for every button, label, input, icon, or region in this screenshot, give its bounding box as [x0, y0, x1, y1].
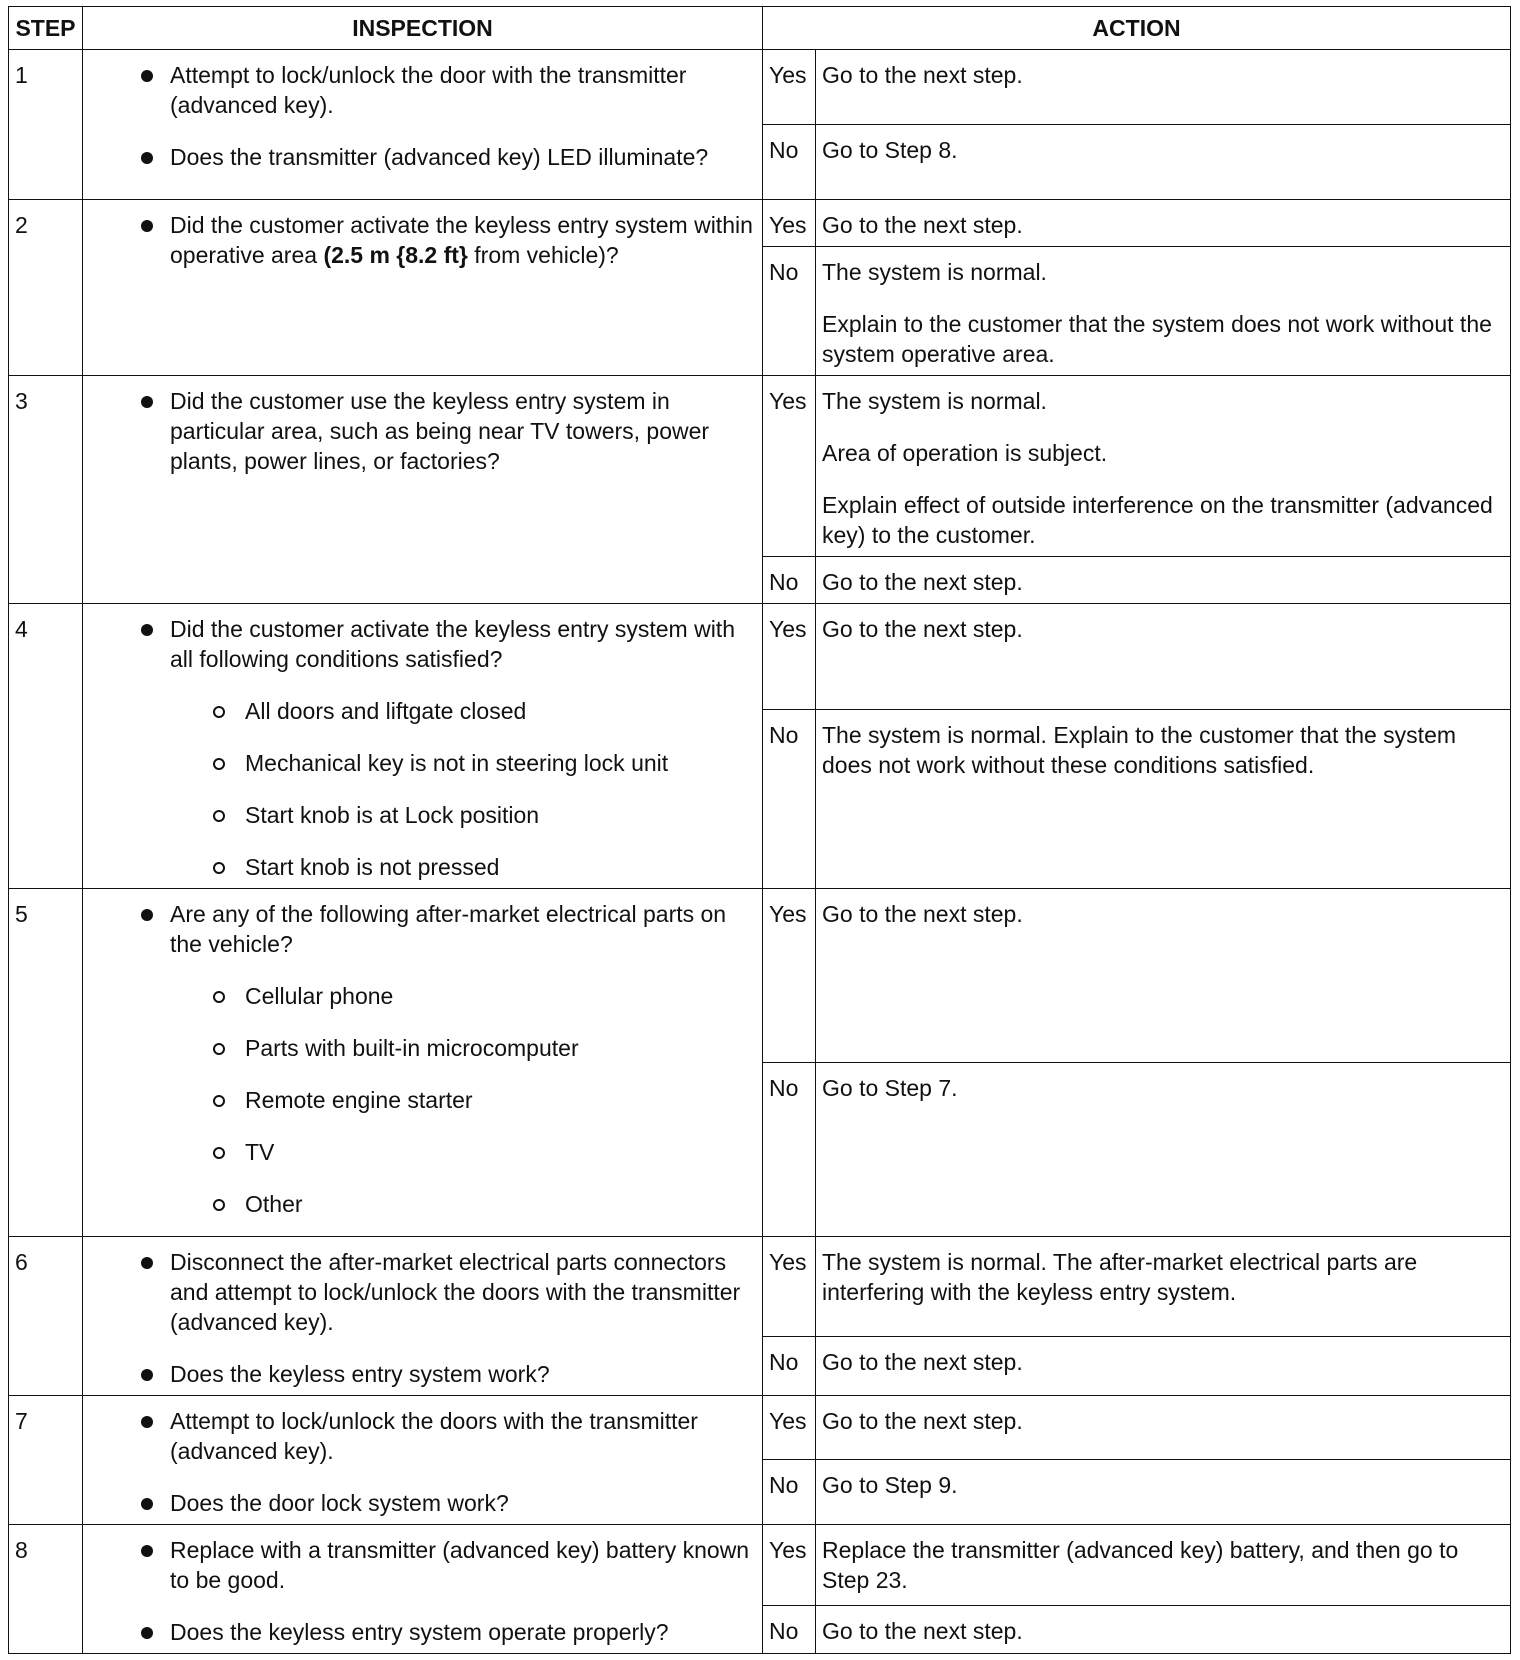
action-text: The system is normal. The after-market electrical parts are interfering with the keyless entry system.: [822, 1249, 1418, 1305]
inspection-cell: [83, 200, 763, 376]
action-cell: [816, 557, 1511, 604]
bullet-item: Does the keyless entry system operate properly?: [89, 1617, 756, 1647]
bullet-item: Are any of the following after-market electrical parts on the vehicle?: [89, 899, 756, 959]
action-text: Go to the next step.: [822, 1618, 1023, 1645]
yes-label: Yes: [763, 1525, 816, 1606]
bullet-item: Does the keyless entry system work?: [89, 1359, 756, 1389]
step-number: 2: [9, 200, 83, 376]
sub-bullet-item: Start knob is not pressed: [89, 852, 756, 882]
step-number: 3: [9, 376, 83, 604]
table-row: [9, 50, 1511, 125]
bullet-item: Does the transmitter (advanced key) LED illuminate?: [89, 142, 756, 172]
inspection-cell: [83, 1237, 763, 1396]
no-label: No: [763, 1337, 816, 1396]
action-cell: [816, 376, 1511, 557]
table-row: [9, 889, 1511, 1063]
action-cell: [816, 125, 1511, 200]
bullet-item: Does the door lock system work?: [89, 1488, 756, 1518]
yes-label: Yes: [763, 1237, 816, 1337]
table-row: [9, 1237, 1511, 1337]
action-cell: [816, 1063, 1511, 1237]
action-cell: [816, 1606, 1511, 1654]
bullet-item: Attempt to lock/unlock the door with the transmitter (advanced key).: [89, 60, 756, 120]
action-text: Go to the next step.: [822, 1349, 1023, 1376]
sub-bullet-item: Parts with built-in microcomputer: [89, 1033, 756, 1063]
action-cell: [816, 247, 1511, 376]
action-cell: [816, 709, 1511, 888]
yes-label: Yes: [763, 1396, 816, 1460]
bullet-text: from vehicle)?: [467, 242, 619, 268]
table-row: [9, 604, 1511, 710]
action-text: Go to the next step.: [822, 901, 1023, 927]
action-text: Explain to the customer that the system does not work without the system operative area.: [822, 311, 1492, 367]
yes-label: Yes: [763, 376, 816, 557]
table-row: [9, 1396, 1511, 1460]
action-cell: [816, 1237, 1511, 1337]
no-label: No: [763, 247, 816, 376]
action-cell: [816, 50, 1511, 125]
action-text: The system is normal.: [822, 388, 1047, 414]
bullet-item: Disconnect the after-market electrical parts connectors and attempt to lock/unlock the doors with the transmitter (advanced key).: [89, 1247, 756, 1337]
action-text: Go to Step 7.: [822, 1075, 958, 1101]
action-cell: [816, 1337, 1511, 1396]
step-number: 5: [9, 889, 83, 1237]
yes-label: Yes: [763, 50, 816, 125]
action-text: The system is normal. Explain to the customer that the system does not work without these conditions satisfied.: [822, 721, 1457, 778]
action-cell: [816, 1525, 1511, 1606]
action-text: Go to the next step.: [822, 569, 1023, 595]
action-cell: [816, 1396, 1511, 1460]
action-text: Go to the next step.: [822, 62, 1023, 88]
table-row: [9, 376, 1511, 557]
action-text: The system is normal.: [822, 259, 1047, 285]
step-number: 8: [9, 1525, 83, 1654]
sub-bullet-item: Mechanical key is not in steering lock unit: [89, 748, 756, 778]
action-text: Go to Step 8.: [822, 137, 958, 163]
action-text: Go to the next step.: [822, 212, 1023, 238]
action-text: Go to the next step.: [822, 616, 1023, 642]
sub-bullet-item: Start knob is at Lock position: [89, 800, 756, 830]
yes-label: Yes: [763, 889, 816, 1063]
table-row: [9, 200, 1511, 247]
action-text: Go to the next step.: [822, 1408, 1023, 1434]
sub-bullet-item: Other: [89, 1189, 756, 1219]
action-column-header: ACTION: [763, 7, 1511, 50]
troubleshooting-table: [8, 6, 1511, 1654]
bullet-item: Replace with a transmitter (advanced key) battery known to be good.: [89, 1535, 756, 1595]
inspection-cell: [83, 1396, 763, 1525]
action-cell: [816, 889, 1511, 1063]
table-header-row: [9, 7, 1511, 50]
bullet-item: Did the customer activate the keyless entry system with all following conditions satisfied?: [89, 614, 756, 674]
bullet-item: Attempt to lock/unlock the doors with the transmitter (advanced key).: [89, 1406, 756, 1466]
inspection-cell: [83, 376, 763, 604]
action-text: Explain effect of outside interference on the transmitter (advanced key) to the customer.: [822, 492, 1493, 548]
action-cell: [816, 604, 1511, 710]
inspection-cell: [83, 50, 763, 200]
step-number: 7: [9, 1396, 83, 1525]
troubleshooting-table-wrapper: [8, 6, 1511, 1654]
no-label: No: [763, 709, 816, 888]
operative-range-value: (2.5 m {8.2 ft}: [323, 242, 468, 268]
step-column-header: STEP: [9, 7, 83, 50]
sub-bullet-item: TV: [89, 1137, 756, 1167]
bullet-item: Did the customer use the keyless entry system in particular area, such as being near TV towers, power plants, power lines, or factories?: [89, 386, 756, 476]
action-text: Go to Step 9.: [822, 1471, 958, 1498]
bullet-text: Did the customer activate the keyless entry system within operative area: [170, 212, 753, 268]
action-text: Replace the transmitter (advanced key) battery, and then go to Step 23.: [822, 1537, 1459, 1593]
inspection-cell: [83, 604, 763, 889]
action-text: Area of operation is subject.: [822, 440, 1108, 466]
yes-label: Yes: [763, 200, 816, 247]
no-label: No: [763, 1063, 816, 1237]
step-number: 1: [9, 50, 83, 200]
inspection-cell: [83, 1525, 763, 1654]
action-cell: [816, 200, 1511, 247]
step-number: 4: [9, 604, 83, 889]
sub-bullet-item: All doors and liftgate closed: [89, 696, 756, 726]
step-number: 6: [9, 1237, 83, 1396]
inspection-column-header: INSPECTION: [83, 7, 763, 50]
no-label: No: [763, 557, 816, 604]
no-label: No: [763, 1606, 816, 1654]
sub-bullet-item: Cellular phone: [89, 981, 756, 1011]
sub-bullet-item: Remote engine starter: [89, 1085, 756, 1115]
no-label: No: [763, 1459, 816, 1524]
inspection-cell: [83, 889, 763, 1237]
no-label: No: [763, 125, 816, 200]
bullet-item: [89, 210, 756, 270]
action-cell: [816, 1459, 1511, 1524]
yes-label: Yes: [763, 604, 816, 710]
table-row: [9, 1525, 1511, 1606]
